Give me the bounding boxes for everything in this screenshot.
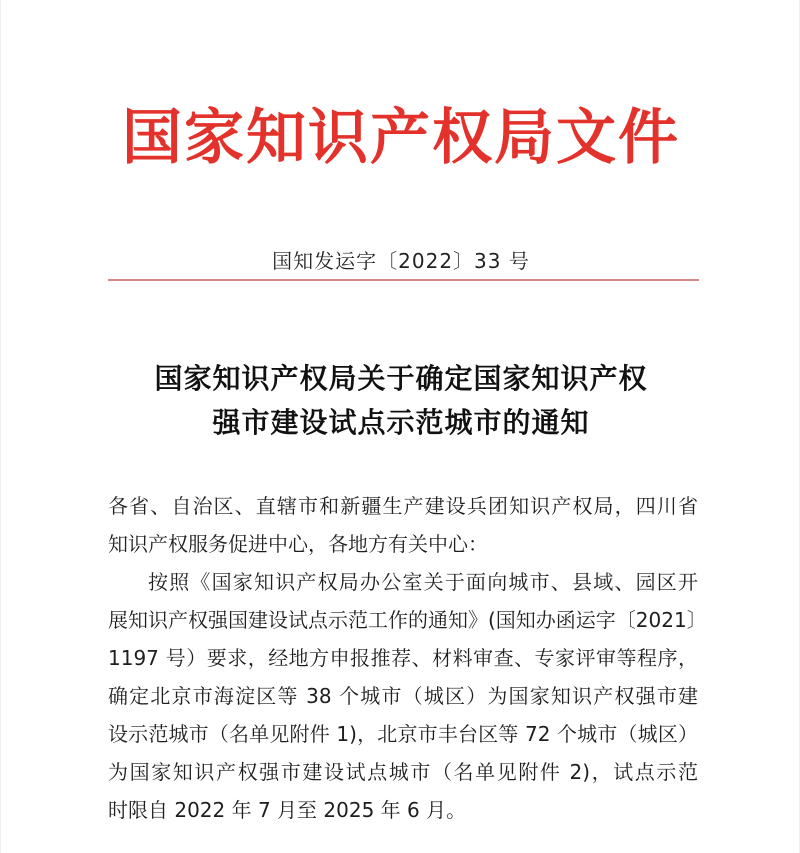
paragraph-1-line-5: 设示范城市（名单见附件 1)，北京市丰台区等 72 个城市（城区） — [108, 722, 698, 746]
paragraph-1-line-1: 按照《国家知识产权局办公室关于面向城市、县域、园区开 — [148, 570, 698, 594]
paragraph-1-line-6: 为国家知识产权强市建设试点城市（名单见附件 2)，试点示范 — [108, 760, 698, 784]
paragraph-1-line-2: 展知识产权强国建设试点示范工作的通知》(国知办函运字〔2021〕 — [108, 608, 707, 632]
document-number: 国知发运字〔2022〕33 号 — [272, 249, 530, 273]
paragraph-1-line-7: 时限自 2022 年 7 月至 2025 年 6 月。 — [108, 798, 467, 822]
notice-body — [108, 487, 707, 829]
notice-title-line-1: 国家知识产权局关于确定国家知识产权 — [154, 362, 648, 395]
notice-title-line-2: 强市建设试点示范城市的通知 — [212, 406, 590, 439]
paragraph-1-line-4: 确定北京市海淀区等 38 个城市（城区）为国家知识产权强市建 — [108, 684, 698, 708]
red-divider-line — [108, 279, 699, 281]
paragraph-1-line-3: 1197 号）要求，经地方申报推荐、材料审查、专家评审等程序， — [108, 646, 698, 670]
salutation-line-2: 知识产权服务促进中心，各地方有关中心： — [108, 532, 488, 556]
masthead-title: 国家知识产权局文件 — [122, 103, 680, 173]
salutation-line-1: 各省、自治区、直辖市和新疆生产建设兵团知识产权局，四川省 — [108, 494, 698, 518]
notice-title — [1, 357, 800, 445]
